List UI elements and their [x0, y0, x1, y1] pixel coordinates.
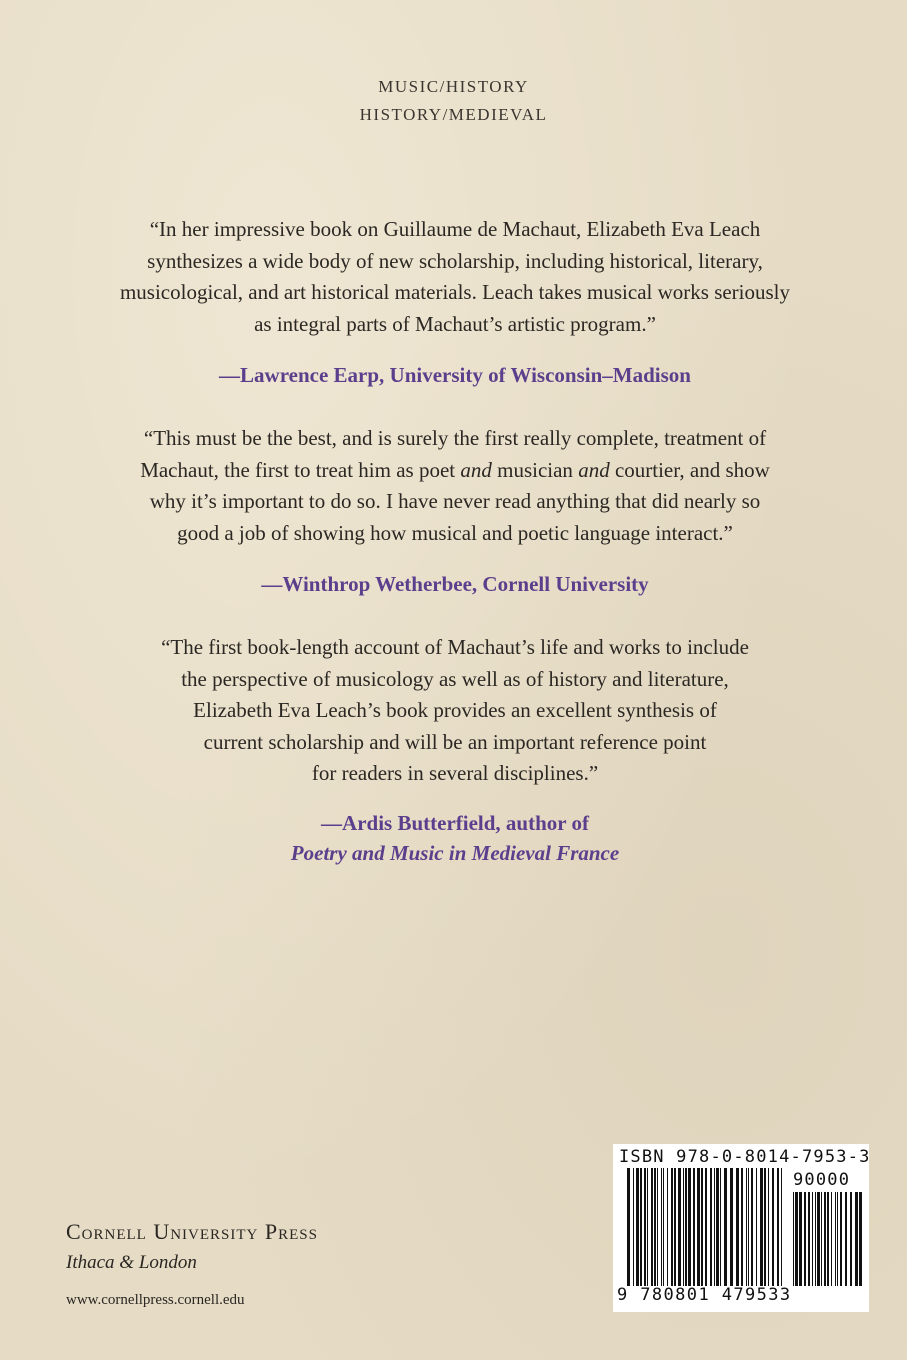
quote-text: Machaut, the first to treat him as poet: [140, 457, 461, 482]
barcode-bar: [654, 1168, 656, 1286]
barcode-bar: [804, 1192, 806, 1286]
publisher-url: www.cornellpress.cornell.edu: [66, 1292, 245, 1308]
barcode-bar: [760, 1168, 763, 1286]
quote-line: “This must be the best, and is surely the first really complete, treatment of: [143, 426, 767, 450]
publisher-place: Ithaca & London: [66, 1252, 197, 1273]
barcode-bar: [748, 1168, 749, 1286]
barcode-bar: [795, 1192, 798, 1286]
barcode-bar: [683, 1168, 684, 1286]
barcode-bar: [850, 1192, 852, 1286]
barcode-bar: [781, 1168, 782, 1286]
barcode-bar: [674, 1168, 676, 1286]
barcode-bar: [751, 1168, 753, 1286]
quote-line: “The first book-length account of Machaut’s life and works to include: [161, 635, 749, 659]
quote-line: current scholarship and will be an important reference point: [203, 729, 707, 754]
category-label: HISTORY/MEDIEVAL: [359, 105, 548, 124]
barcode-bar: [730, 1168, 733, 1286]
barcode-bar: [661, 1168, 662, 1286]
barcode-bar: [636, 1168, 639, 1286]
barcode-bar: [746, 1168, 747, 1286]
barcode-digits: 9 780801 479533: [617, 1285, 792, 1305]
blurb-quote: [60, 423, 850, 549]
quote-line: [60, 455, 850, 487]
barcode-addon-bars: [793, 1192, 862, 1286]
quote-line: good a job of showing how musical and poetic language interact.”: [177, 520, 733, 545]
barcode-bar: [812, 1192, 813, 1286]
barcode-bar: [724, 1168, 727, 1286]
barcode-bar: [824, 1192, 826, 1286]
barcode-bar: [671, 1168, 673, 1286]
quote-line: as integral parts of Machaut’s artistic program.”: [254, 311, 656, 336]
blurb-attribution: —Lawrence Earp, University of Wisconsin–Madison: [219, 363, 691, 387]
barcode-bar: [741, 1168, 743, 1286]
quote-line: for readers in several disciplines.”: [311, 761, 599, 785]
barcode-bar: [710, 1168, 712, 1286]
price-code: 90000: [793, 1170, 851, 1190]
barcode-bar: [644, 1168, 646, 1286]
barcode-bar: [845, 1192, 847, 1286]
isbn-barcode: [613, 1144, 869, 1312]
barcode-bar: [667, 1168, 668, 1286]
category-label: MUSIC/HISTORY: [378, 77, 529, 96]
quote-text: courtier, and show: [609, 457, 770, 482]
barcode-bar: [831, 1192, 832, 1286]
quote-text: musician: [491, 457, 579, 482]
barcode-bar: [768, 1168, 769, 1286]
barcode-bar: [756, 1168, 757, 1286]
barcode-bar: [840, 1192, 842, 1286]
barcode-bar: [688, 1168, 691, 1286]
barcode-bar: [736, 1168, 739, 1286]
barcode-bar: [817, 1192, 820, 1286]
barcode-bar: [651, 1168, 653, 1286]
barcode-bar: [799, 1192, 802, 1286]
barcode-bar: [720, 1168, 721, 1286]
barcode-bar: [821, 1192, 822, 1286]
barcode-bar: [640, 1168, 642, 1286]
barcode-bar: [815, 1192, 816, 1286]
blurb-quote: [60, 632, 850, 790]
barcode-bar: [685, 1168, 687, 1286]
barcode-bar: [827, 1192, 829, 1286]
isbn-label: ISBN 978-0-8014-7953-3: [619, 1147, 871, 1167]
attribution-book-title: Poetry and Music in Medieval France: [290, 841, 620, 865]
quote-line: musicological, and art historical materials. Leach takes musical works seriously: [119, 280, 791, 304]
barcode-main-bars: [627, 1168, 782, 1286]
quote-emphasis: and: [460, 457, 492, 482]
quote-line: why it’s important to do so. I have never read anything that did nearly so: [149, 489, 761, 513]
barcode-bar: [777, 1168, 779, 1286]
quote-line: Elizabeth Eva Leach’s book provides an excellent synthesis of: [193, 698, 717, 722]
barcode-bar: [835, 1192, 836, 1286]
barcode-bar: [705, 1168, 707, 1286]
barcode-bar: [859, 1192, 862, 1286]
barcode-bar: [678, 1168, 681, 1286]
barcode-bar: [693, 1168, 695, 1286]
barcode-bar: [837, 1192, 838, 1286]
barcode-bar: [697, 1168, 700, 1286]
barcode-bar: [772, 1168, 774, 1286]
barcode-bar: [657, 1168, 658, 1286]
blurb-attribution: [60, 808, 850, 868]
blurb-quote: [60, 214, 850, 340]
barcode-bar: [714, 1168, 715, 1286]
blurb-attribution: —Winthrop Wetherbee, Cornell University: [261, 572, 649, 596]
barcode-bar: [808, 1192, 810, 1286]
barcode-bar: [633, 1168, 634, 1286]
attribution-author: —Ardis Butterfield, author of: [321, 811, 589, 835]
barcode-bar: [647, 1168, 648, 1286]
barcode-bar: [855, 1192, 858, 1286]
barcode-bar: [701, 1168, 703, 1286]
barcode-bar: [663, 1168, 664, 1286]
quote-emphasis: and: [578, 457, 610, 482]
quote-line: synthesizes a wide body of new scholarship, including historical, literary,: [147, 248, 763, 273]
publisher-name: Cornell University Press: [66, 1219, 318, 1244]
quote-line: the perspective of musicology as well as of history and literature,: [181, 666, 729, 691]
barcode-bar: [716, 1168, 719, 1286]
barcode-bar: [764, 1168, 766, 1286]
barcode-bar: [627, 1168, 630, 1286]
quote-line: “In her impressive book on Guillaume de Machaut, Elizabeth Eva Leach: [149, 217, 761, 241]
barcode-bar: [793, 1192, 794, 1286]
